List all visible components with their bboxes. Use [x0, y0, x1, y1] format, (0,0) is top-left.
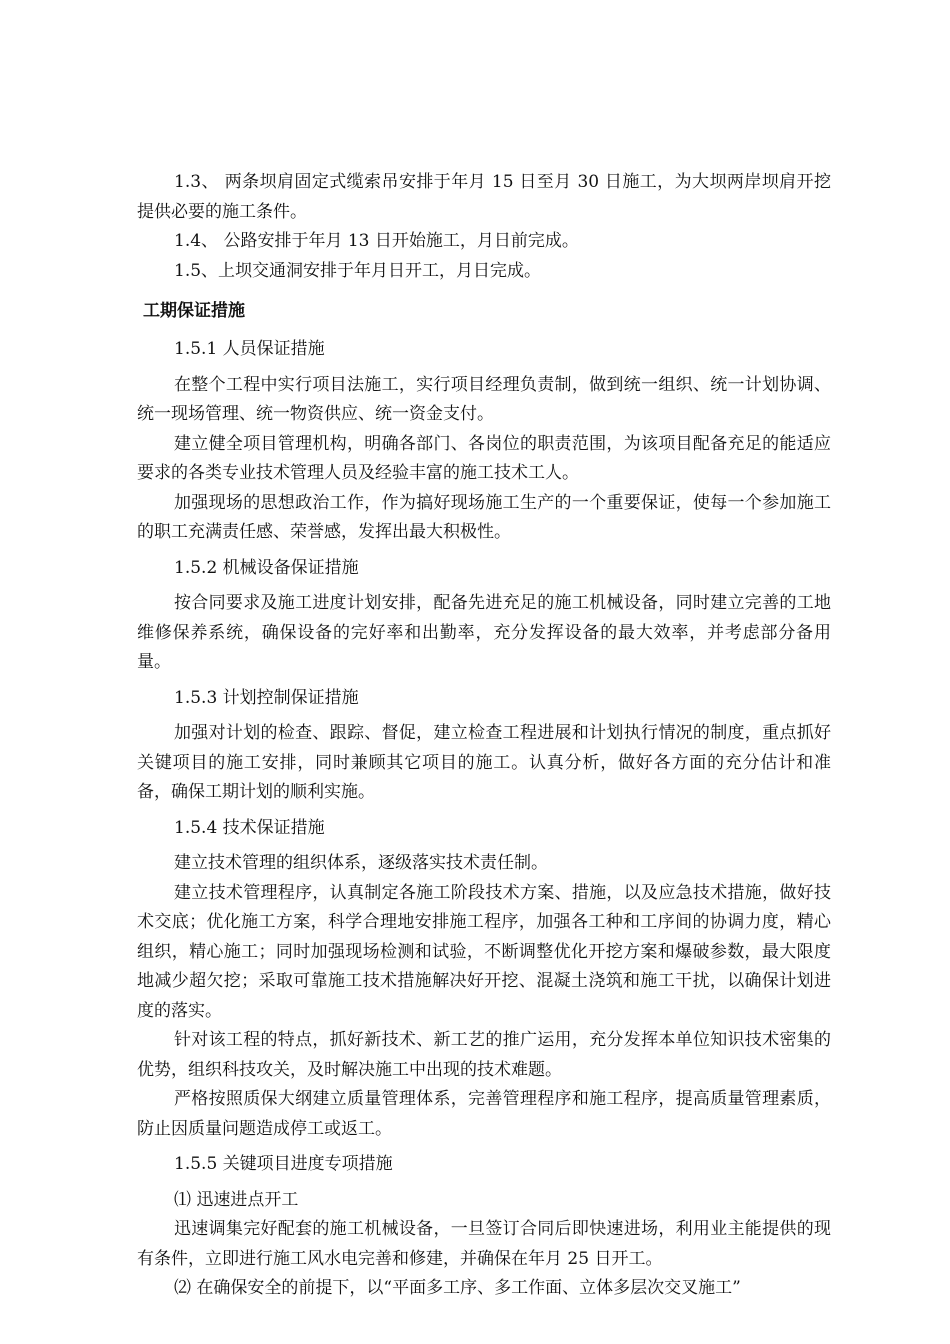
- paragraph-1-3: 1.3、 两条坝肩固定式缆索吊安排于年月 15 日至月 30 日施工，为大坝两岸坝肩开挖提供必要的施工条件。: [137, 172, 831, 222]
- paragraph: 加强现场的思想政治工作，作为搞好现场施工生产的一个重要保证，使每一个参加施工的职工充满责任感、荣誉感，发挥出最大积极性。: [137, 492, 831, 542]
- subsection-title-1-5-4: 1.5.4 技术保证措施: [174, 817, 325, 838]
- list-item: ⑵ 在确保安全的前提下，以“平面多工序、多工作面、立体多层次交叉施工”: [174, 1278, 741, 1298]
- paragraph-1-5: 1.5、上坝交通洞安排于年月日开工，月日完成。: [174, 260, 542, 281]
- list-item: ⑴ 迅速进点开工: [174, 1189, 299, 1210]
- paragraph: 针对该工程的特点，抓好新技术、新工艺的推广运用，充分发挥本单位知识技术密集的优势，组织科技攻关，及时解决施工中出现的技术难题。: [137, 1030, 831, 1080]
- paragraph: 建立技术管理程序，认真制定各施工阶段技术方案、措施，以及应急技术措施，做好技术交底；优化施工方案，科学合理地安排施工程序，加强各工种和工序间的协调力度，精心组织，精心施工；同时加强现场检测和试验，不断调整优化开挖方案和爆破参数，最大限度地减少超欠挖；采取可靠施工技术措施解决好开挖、混凝土浇筑和施工干扰，以确保计划进度的落实。: [137, 882, 831, 1021]
- paragraph: 在整个工程中实行项目法施工，实行项目经理负责制，做到统一组织、统一计划协调、统一现场管理、统一物资供应、统一资金支付。: [137, 374, 831, 424]
- paragraph-1-4: 1.4、 公路安排于年月 13 日开始施工，月日前完成。: [174, 231, 579, 251]
- subsection-title-1-5-3: 1.5.3 计划控制保证措施: [174, 687, 359, 708]
- paragraph: 建立技术管理的组织体系，逐级落实技术责任制。: [174, 853, 548, 873]
- paragraph: 建立健全项目管理机构，明确各部门、各岗位的职责范围，为该项目配备充足的能适应要求的各类专业技术管理人员及经验丰富的施工技术工人。: [137, 433, 831, 483]
- subsection-title-1-5-5: 1.5.5 关键项目进度专项措施: [174, 1154, 393, 1174]
- paragraph: 加强对计划的检查、跟踪、督促，建立检查工程进展和计划执行情况的制度，重点抓好关键项目的施工安排，同时兼顾其它项目的施工。认真分析，做好各方面的充分估计和准备，确保工期计划的顺利实施。: [137, 723, 831, 802]
- subsection-title-1-5-2: 1.5.2 机械设备保证措施: [174, 557, 359, 578]
- section-heading: 工期保证措施: [143, 301, 245, 321]
- paragraph: 严格按照质保大纲建立质量管理体系，完善管理程序和施工程序，提高质量管理素质，防止因质量问题造成停工或返工。: [137, 1089, 831, 1139]
- paragraph: 迅速调集完好配套的施工机械设备，一旦签订合同后即快速进场，利用业主能提供的现有条件，立即进行施工风水电完善和修建，并确保在年月 25 日开工。: [137, 1219, 831, 1269]
- document-body: [137, 168, 831, 1304]
- subsection-title-1-5-1: 1.5.1 人员保证措施: [174, 339, 325, 359]
- paragraph: 按合同要求及施工进度计划安排，配备先进充足的施工机械设备，同时建立完善的工地维修保养系统，确保设备的完好率和出勤率，充分发挥设备的最大效率，并考虑部分备用量。: [137, 593, 831, 672]
